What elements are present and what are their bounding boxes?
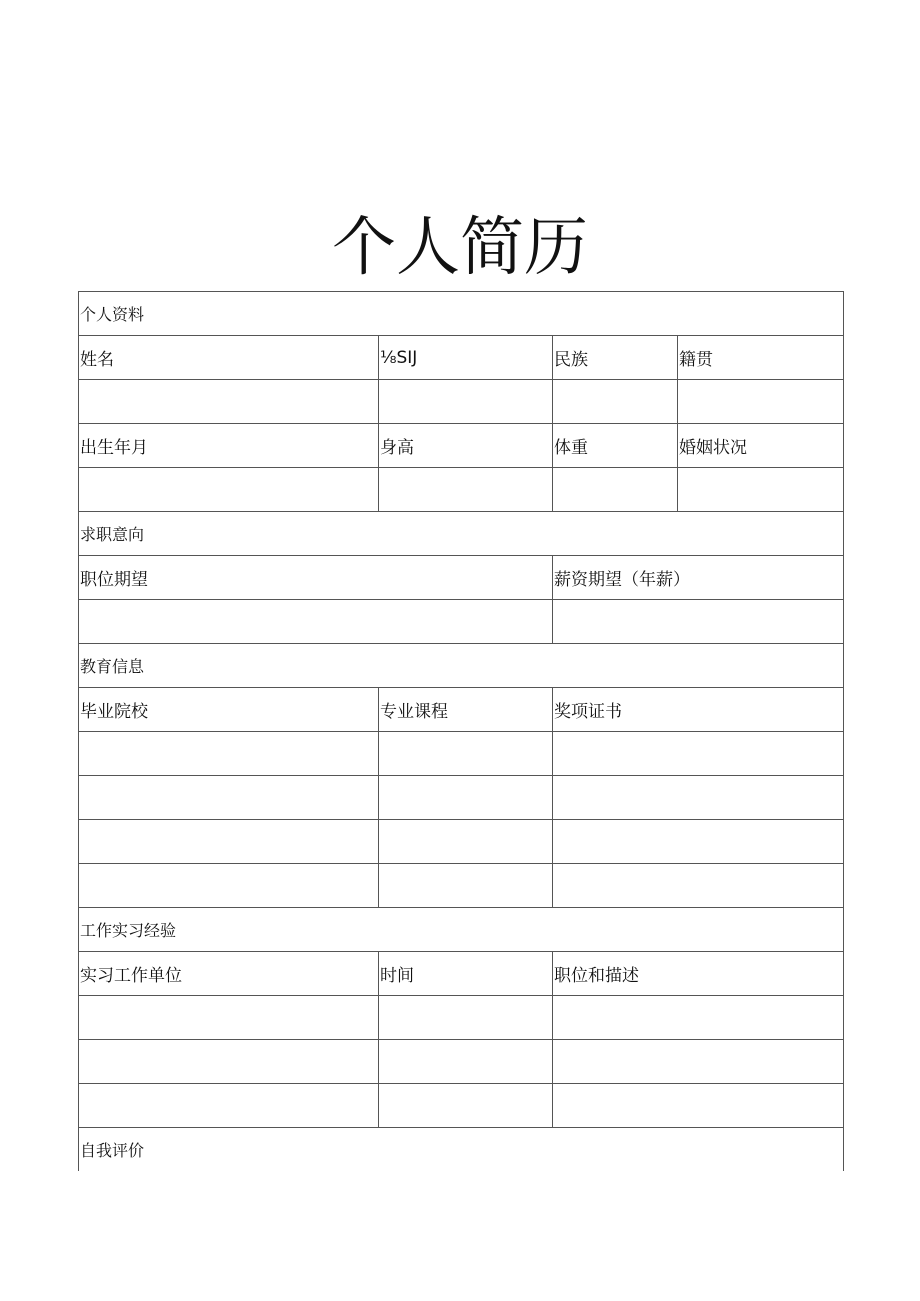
label-gender: ⅛SIJ	[379, 336, 553, 380]
courses-field[interactable]	[379, 864, 553, 908]
section-intent-header	[79, 512, 844, 556]
label-employer: 实习工作单位	[79, 952, 379, 996]
work-input-row	[79, 996, 844, 1040]
salary-expectation-field[interactable]	[553, 600, 844, 644]
weight-field[interactable]	[553, 468, 678, 512]
gender-field[interactable]	[379, 380, 553, 424]
education-label-row	[79, 688, 844, 732]
resume-table	[78, 291, 844, 1171]
school-field[interactable]	[79, 820, 379, 864]
work-label-row	[79, 952, 844, 996]
label-awards: 奖项证书	[553, 688, 844, 732]
description-field[interactable]	[553, 1040, 844, 1084]
label-time: 时间	[379, 952, 553, 996]
name-field[interactable]	[79, 380, 379, 424]
education-input-row	[79, 820, 844, 864]
position-expectation-field[interactable]	[79, 600, 553, 644]
marital-status-field[interactable]	[678, 468, 844, 512]
page-title: 个人简历	[332, 211, 588, 285]
birth-date-field[interactable]	[79, 468, 379, 512]
section-work-header	[79, 908, 844, 952]
section-heading: 自我评价	[79, 1128, 844, 1172]
intent-label-row	[79, 556, 844, 600]
work-input-row	[79, 1084, 844, 1128]
personal-input-row-1	[79, 380, 844, 424]
label-ethnicity: 民族	[553, 336, 678, 380]
personal-label-row-2	[79, 424, 844, 468]
section-heading: 求职意向	[79, 512, 844, 556]
awards-field[interactable]	[553, 864, 844, 908]
awards-field[interactable]	[553, 732, 844, 776]
education-input-row	[79, 864, 844, 908]
label-native-place: 籍贯	[678, 336, 844, 380]
employer-field[interactable]	[79, 1084, 379, 1128]
school-field[interactable]	[79, 732, 379, 776]
label-marital-status: 婚姻状况	[678, 424, 844, 468]
awards-field[interactable]	[553, 776, 844, 820]
courses-field[interactable]	[379, 820, 553, 864]
label-position-expectation: 职位期望	[79, 556, 553, 600]
label-salary-expectation: 薪资期望（年薪）	[553, 556, 844, 600]
employer-field[interactable]	[79, 1040, 379, 1084]
employer-field[interactable]	[79, 996, 379, 1040]
section-heading: 个人资料	[79, 292, 844, 336]
native-place-field[interactable]	[678, 380, 844, 424]
ethnicity-field[interactable]	[553, 380, 678, 424]
label-name: 姓名	[79, 336, 379, 380]
label-height: 身高	[379, 424, 553, 468]
height-field[interactable]	[379, 468, 553, 512]
label-major-courses: 专业课程	[379, 688, 553, 732]
time-field[interactable]	[379, 1040, 553, 1084]
personal-label-row-1	[79, 336, 844, 380]
courses-field[interactable]	[379, 732, 553, 776]
section-education-header	[79, 644, 844, 688]
label-school: 毕业院校	[79, 688, 379, 732]
label-birth-date: 出生年月	[79, 424, 379, 468]
section-personal-header	[79, 292, 844, 336]
section-heading: 教育信息	[79, 644, 844, 688]
description-field[interactable]	[553, 996, 844, 1040]
description-field[interactable]	[553, 1084, 844, 1128]
label-weight: 体重	[553, 424, 678, 468]
education-input-row	[79, 776, 844, 820]
school-field[interactable]	[79, 776, 379, 820]
school-field[interactable]	[79, 864, 379, 908]
section-heading: 工作实习经验	[79, 908, 844, 952]
work-input-row	[79, 1040, 844, 1084]
personal-input-row-2	[79, 468, 844, 512]
awards-field[interactable]	[553, 820, 844, 864]
education-input-row	[79, 732, 844, 776]
label-position-description: 职位和描述	[553, 952, 844, 996]
courses-field[interactable]	[379, 776, 553, 820]
time-field[interactable]	[379, 1084, 553, 1128]
time-field[interactable]	[379, 996, 553, 1040]
section-self-header	[79, 1128, 844, 1172]
intent-input-row	[79, 600, 844, 644]
